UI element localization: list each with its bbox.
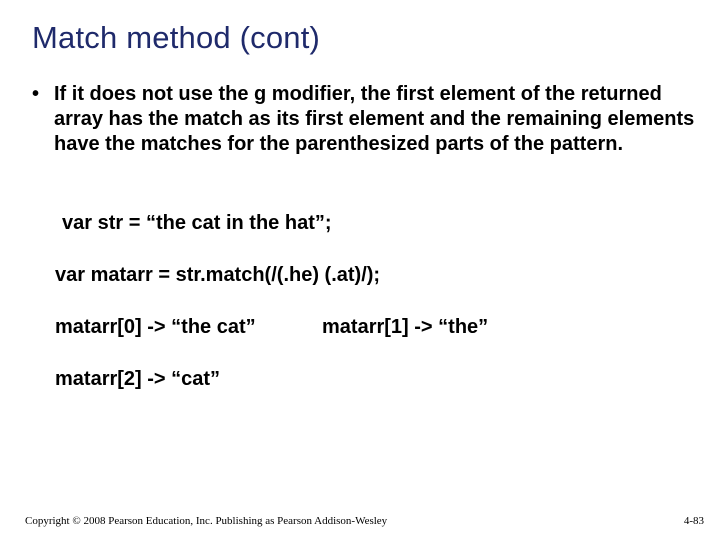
bullet-item (32, 82, 702, 157)
code-line-matarr2: matarr[2] -> “cat” (55, 368, 221, 390)
bullet-text: If it does not use the g modifier, the first element of the returned array has the match as its first element and the remaining elements have the matches for the parenthesized parts of the pattern. (54, 83, 695, 155)
code-line-matarr1: matarr[1] -> “the” (322, 316, 489, 338)
page-number: 4-83 (683, 515, 704, 527)
footer-copyright: Copyright © 2008 Pearson Education, Inc. Publishing as Pearson Addison-Wesley (25, 515, 388, 527)
code-line-matarr: var matarr = str.match(/(.he) (.at)/); (55, 264, 381, 286)
bullet-marker: • (32, 83, 40, 105)
code-line-matarr0: matarr[0] -> “the cat” (55, 316, 256, 338)
slide-title: Match method (cont) (32, 20, 321, 55)
code-line-str: var str = “the cat in the hat”; (62, 212, 332, 234)
